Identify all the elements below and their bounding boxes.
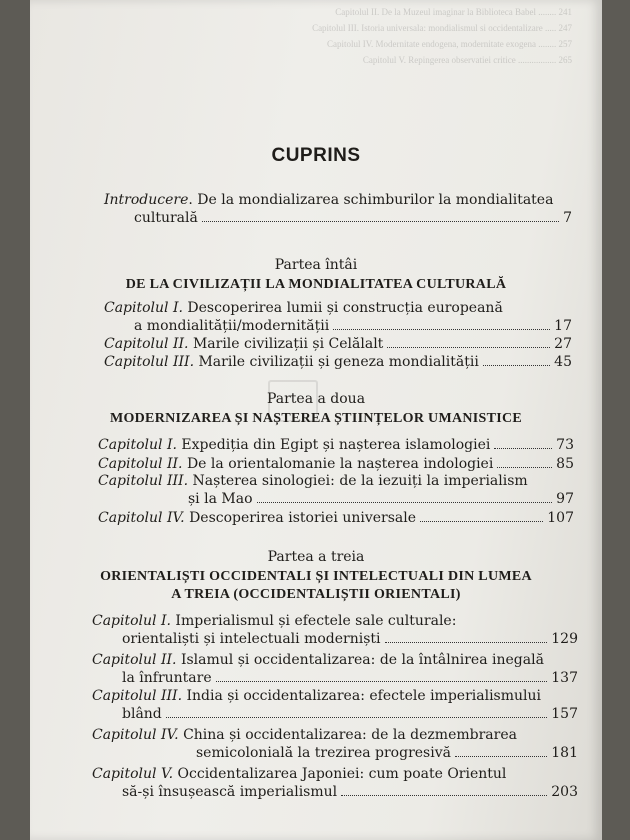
chapter-label: Capitolul III. <box>92 688 183 704</box>
leader-dots <box>483 364 550 366</box>
chapter-title-cont: să-și însușească imperialismul <box>122 784 338 800</box>
chapter-title: Islamul și occidentalizarea: de la întâlnirea inegală <box>180 652 544 668</box>
leader-dots <box>497 466 552 468</box>
chapter-label: Capitolul II. <box>104 336 189 352</box>
leader-dots <box>455 755 547 757</box>
chapter-label: Capitolul III. <box>104 354 195 370</box>
chapter-label: Capitolul IV. <box>98 510 185 526</box>
toc-title: CUPRINS <box>271 145 361 166</box>
toc-entry-chapter[interactable] <box>92 651 578 687</box>
page-number: 181 <box>551 745 578 761</box>
leader-dots <box>385 641 548 643</box>
bleed-through-line: Capitolul III. Istoria universala: mondialismul si occidentalizare ..... 247 <box>312 23 572 33</box>
page-number: 7 <box>563 210 572 226</box>
page-number: 85 <box>556 456 574 472</box>
chapter-label: Capitolul I. <box>98 437 177 453</box>
bleed-through-line: Capitolul IV. Modernitate endogena, modernitate exogena ........ 257 <box>326 39 572 49</box>
chapter-label: Capitolul I. <box>104 300 183 316</box>
toc-entry-chapter[interactable] <box>98 436 574 454</box>
bleed-through-line: Capitolul II. De la Muzeul imaginar la Biblioteca Babel ........ 241 <box>335 7 572 17</box>
toc-entry-chapter[interactable] <box>92 765 578 801</box>
toc-entry-intro[interactable] <box>104 191 572 227</box>
page-number: 45 <box>554 354 572 370</box>
page-number: 27 <box>554 336 572 352</box>
book-page <box>30 0 602 840</box>
intro-text: . De la mondializarea schimburilor la mondialitatea <box>188 192 554 208</box>
intro-text-cont: culturală <box>134 210 198 226</box>
chapter-title: Occidentalizarea Japoniei: cum poate Orientul <box>177 766 507 782</box>
leader-dots <box>420 520 543 522</box>
part-label: Partea a doua <box>266 391 366 407</box>
chapter-title-cont: la înfruntare <box>122 670 212 686</box>
toc-entry-chapter[interactable] <box>92 687 578 723</box>
chapter-title: De la orientalomanie la nașterea indologiei <box>186 456 494 472</box>
leader-dots <box>166 716 548 718</box>
page-number: 97 <box>556 491 574 507</box>
page-number: 157 <box>551 706 578 722</box>
chapter-title-cont: și la Mao <box>188 491 253 507</box>
page-number: 137 <box>551 670 578 686</box>
toc-entry-chapter[interactable] <box>98 455 574 473</box>
toc-entry-chapter[interactable] <box>104 335 572 353</box>
toc-entry-chapter[interactable] <box>92 726 578 762</box>
intro-label: Introducere <box>104 192 189 208</box>
page-number: 17 <box>554 318 572 334</box>
leader-dots <box>257 501 553 503</box>
leader-dots <box>333 328 550 330</box>
page-number: 129 <box>551 631 578 647</box>
page-number: 203 <box>551 784 578 800</box>
chapter-title: Expediția din Egipt și nașterea islamologiei <box>181 437 491 453</box>
page-number: 107 <box>547 510 574 526</box>
chapter-title: Imperialismul și efectele sale culturale: <box>175 613 457 629</box>
chapter-label: Capitolul II. <box>98 456 183 472</box>
part-label: Partea întâi <box>274 257 358 273</box>
chapter-title: India și occidentalizarea: efectele imperialismului <box>186 688 541 704</box>
chapter-label: Capitolul II. <box>92 652 177 668</box>
chapter-title-cont: blând <box>122 706 162 722</box>
leader-dots <box>387 346 550 348</box>
chapter-label: Capitolul I. <box>92 613 171 629</box>
toc-entry-chapter[interactable] <box>92 612 578 648</box>
chapter-label: Capitolul V. <box>92 766 174 782</box>
toc-entry-chapter[interactable] <box>98 472 574 508</box>
chapter-title-cont: orientaliști și intelectuali moderniști <box>122 631 381 647</box>
part-title: ORIENTALIȘTI OCCIDENTALI ȘI INTELECTUALI DIN LUMEA <box>100 569 532 584</box>
chapter-title: Descoperirea istoriei universale <box>189 510 417 526</box>
part-title: A TREIA (OCCIDENTALIȘTII ORIENTALI) <box>171 587 461 602</box>
chapter-title: Descoperirea lumii și construcția europeană <box>187 300 503 316</box>
leader-dots <box>202 220 559 222</box>
leader-dots <box>494 447 552 449</box>
part-title: DE LA CIVILIZAȚII LA MONDIALITATEA CULTURALĂ <box>125 277 507 292</box>
chapter-label: Capitolul III. <box>98 473 189 489</box>
chapter-title-cont: semicolonială la trezirea progresivă <box>196 745 451 761</box>
toc-entry-chapter[interactable] <box>104 299 572 335</box>
chapter-title: Marile civilizații și geneza mondialității <box>198 354 479 370</box>
leader-dots <box>341 794 547 796</box>
chapter-label: Capitolul IV. <box>92 727 179 743</box>
part-title: MODERNIZAREA ȘI NAȘTEREA ȘTIINȚELOR UMANISTICE <box>109 411 523 426</box>
chapter-title: China și occidentalizarea: de la dezmembrarea <box>183 727 517 743</box>
leader-dots <box>216 680 548 682</box>
chapter-title: Nașterea sinologiei: de la iezuiți la imperialism <box>192 473 528 489</box>
bleed-through-line: Capitolul V. Repingerea observatiei critice ................. 265 <box>362 55 572 65</box>
toc-entry-chapter[interactable] <box>104 353 572 371</box>
toc-entry-chapter[interactable] <box>98 509 574 527</box>
part-label: Partea a treia <box>267 549 365 565</box>
chapter-title-cont: a mondialității/modernității <box>134 318 330 334</box>
chapter-title: Marile civilizații și Celălalt <box>192 336 384 352</box>
page-number: 73 <box>556 437 574 453</box>
